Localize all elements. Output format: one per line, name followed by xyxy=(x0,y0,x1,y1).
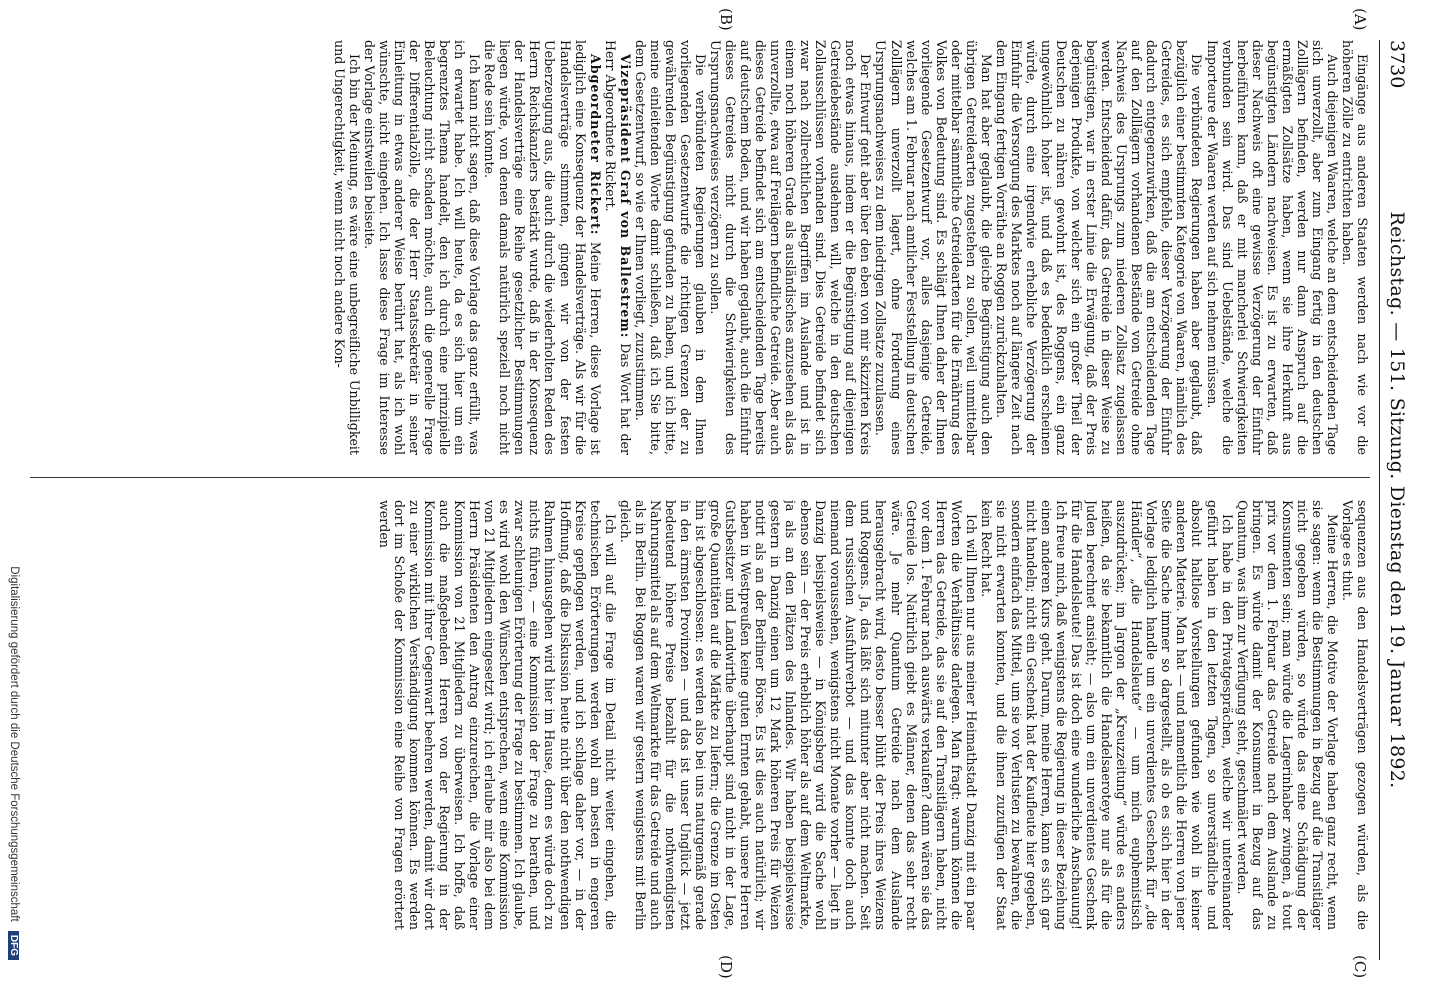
rickert-statement xyxy=(482,40,602,455)
paragraph: Ich kann nicht sagen, daß diese Vorlage das ganz erfüllt, was ich erwartet habe. Ich will heute, da es sich hier um ein begrenztes Thema handelt, den ich durch eine prinzipielle Beleuchtung nicht schaden möchte, auch die generelle Frage der Differentialzölle, die der Herr Staatssekretär in seiner Einleitung in etwas anderer Weise berührt hat, als ich wohl wünschte, nicht eingehen. Ich lasse diese Frage im Interesse der Vorlage einstweilen beiseite. xyxy=(361,40,483,455)
speaker-name: Vizepräsident Graf von Ballestrem: xyxy=(617,54,633,339)
paragraph: Eingänge aus anderen Staaten werden nach wie vor die höheren Zölle zu entrichten haben. xyxy=(1339,40,1370,455)
president-statement xyxy=(603,40,633,455)
paragraph: Meine Herren, die Motive der Vorlage haben ganz recht, wenn sie sagen: wenn die Bestimmungen in Bezug auf die Transitläger nicht gegeben würden, so würde das eine Schädigung der Konsumenten sein; man würde die Lagerinhaber zwingen, à tout prix vor dem 1. Februar das Getreide nach dem Auslande zu bringen. Es würde damit der Konsument in Bezug auf das Quantum, was ihm zur Verfügung steht, geschmälert werden. xyxy=(1234,500,1340,930)
paragraph: Ich habe in den Privatgesprächen, welche wir untereinander geführt haben in den letzten Tagen, so unverständliche und absolut haltlose Vorstellungen gefunden wie wohl in keiner anderen Materie. Man hat — und namentlich die Herren von jener Seite die Sache immer so dargestellt, als ob es sich hier in der Vorlage lediglich handle um ein unverdientes Geschenk für „die Händler“, „die Handelsleute“ — um mich euphemistisch auszudrücken; im Jargon der „Kreuzzeitung“ würde es anders heißen, da sie bekanntlich die Handelsaeroteye nur als für die Juden berechnet ansieht; — also um ein unverdientes Geschenk für die Handelsleute! Das ist doch eine wunderliche Anschauung! Ich freue mich, daß wenigstens die Regierung in dieser Beziehung einen anderen Kurs geht. Darum, meine Herren, kann es sich gar nicht handeln; nicht ein Geschenk hat der Kaufleute hier gegeben, sondern einfach das Mittel, um sie vor Verlusten zu bewahren, die sie nicht erwarten konnten, und die ihnen zuzufügen der Staat kein Recht hat. xyxy=(978,500,1235,930)
margin-mark-c: (C) xyxy=(1351,955,1369,979)
left-column xyxy=(30,40,1370,455)
paragraph: Die verbündeten Regierungen glauben in dem Ihnen vorliegenden Gesetzentwurfe die richtigen Grenzen der zu gewährenden Begünstigung gefunden zu haben, und ich bitte, meine einleitenden Worte damit schließen, daß ich Sie bitte, dem Gesetzentwurf, so wie er Ihnen vorliegt, zuzustimmen. xyxy=(632,40,708,455)
right-column xyxy=(30,500,1370,930)
statement-text: Meine Herren, diese Vorlage ist lediglich eine Konsequenz der Handelsverträge. Als wir für die Handelsverträge stimmten, gingen wir von der festen Ueberzeugung aus, die auch durch die wiederholten Reden des Herrn Reichskanzlers bestärkt wurde, daß in der Konsequenz der Handelsverträge eine Reihe gesetzlicher Bestimmungen liegen würde, von denen damals natürlich speziell noch nicht die Rede sein konnte. xyxy=(482,40,603,455)
speaker-name: Abgeordneter Rickert: xyxy=(587,54,603,236)
credit-text: Digitalisierung gefördert durch die Deutsche Forschungsgemeinschaft xyxy=(8,566,20,922)
paragraph: Auch diejenigen Waaren, welche an dem entscheidenden Tage sich unverzollt, aber zum Eingang fertig in den deutschen Zolllägern befinden, werden nur dann Anspruch auf die ermäßigten Zollsätze haben, wenn sie ihre Herkunft aus begünstigten Ländern nachweisen. Es ist zu erwarten, daß dieser Nachweis oft eine gewisse Verzögerung der Einfuhr herbeiführen kann, daß er mit mancherlei Schwierigkeiten verbunden sein wird. Das sind Uebelstände, welche die Importeure der Waaren werden auf sich nehmen müssen. xyxy=(1204,40,1340,455)
paragraph: Ich bin der Meinung, es wäre eine unbegreifliche Unbilligkeit und Ungerechtigkeit, wenn nicht noch andere Kon- xyxy=(331,40,362,455)
dfg-logo: DFG xyxy=(8,931,19,960)
column-divider xyxy=(30,477,1370,478)
paragraph: Ich will auf die Frage im Detail nicht weiter eingehen, die technischen Erörterungen werden wohl am besten in engeren Kreise gepflogen werden, und ich schlage daher vor, — in der Hoffnung, daß die Diskussion heute nicht über den nothwendigen Rahmen hinausgehen wird hier im Hause, denn es würde doch zu nichts führen, — eine Kommission der Frage zu berathen, und zwar schleunigen Erörterung der Frage zu bestimmen. Ich glaube, es wird wohl den Wünschen entsprechen, wenn eine Kommission von 21 Mitgliedern eingesetzt wird; ich erlaube mir also bei dem Herrn Präsidenten den Antrag einzureichen, die Vorlage einer Kommission von 21 Mitgliedern zu überweisen. Ich hoffe, daß auch die maßgebenden Herren von der Regierung in der Kommission mit ihrer Gegenwart beehren werden, damit wir dort zu einer wirklichen Verständigung kommen können. Es werden dort im Schoße der Kommission eine Reihe von Fragen erörtert werden xyxy=(376,500,618,930)
running-title: Reichstag. — 151. Sitzung. Dienstag den 19. Januar 1892. xyxy=(1386,211,1408,789)
page-header xyxy=(1379,40,1414,960)
digitization-credit xyxy=(8,40,20,960)
paragraph: Man hat aber geglaubt, die gleiche Begünstigung auch den übrigen Getreidearten zugestehen zu sollen, weil unmittelbar oder mittelbar sämmtliche Getreidearten für die Ernährung des Volkes von Bedeutung sind. Es schlägt Ihnen daher der Ihnen vorliegende Gesetzentwurf vor, alles dasjenige Getreide, welches am 1. Februar nach amtlicher Feststellung in deutschen Zolllägern unverzollt lagert, ohne Forderung eines Ursprungsnachweises zu dem niedrigen Zollsatze zuzulassen. xyxy=(873,40,994,455)
paragraph: Die verbündeten Regierungen haben aber geglaubt, daß bezüglich einer bestimmten Kategorie von Waaren, nämlich des Getreides, es sich empfehle, dieser Verzögerung der Einfuhr dadurch entgegenzuwirken, daß die am entscheidenden Tage auf den Zolllägern vorhandenen Bestände von Getreide ohne Nachweis des Ursprungs zum niederen Zollsatz zugelassen werden. Entscheidend dafür, das Getreide in dieser Weise zu begünstigen, war in erster Linie die Erwägung, daß der Preis derjenigen Produkte, von welcher sich ein großer Theil der Deutschen zu nähren gewohnt ist, des Roggens, ein ganz ungewöhnlich hoher ist, und daß es bedenklich erscheinen würde, durch eine irgendwie erhebliche Verzögerung der Einfuhr die Versorgung des Marktes noch auf längere Zeit nach dem Eingang fertigen Vorräthe an Roggen zurückzuhalten. xyxy=(993,40,1205,455)
margin-mark-b: (B) xyxy=(717,8,735,31)
statement-text: Das Wort hat der Herr Abgeordnete Rickert. xyxy=(602,40,633,455)
page-number: 3730 xyxy=(1386,40,1408,89)
paragraph: sequenzen aus den Handelsverträgen gezogen würden, als die Vorlage es thut. xyxy=(1339,500,1370,930)
margin-mark-d: (D) xyxy=(717,955,735,979)
paragraph: Ich will Ihnen nur aus meiner Heimathstadt Danzig mit ein paar Worten die Verhältnisse darlegen. Man fragt: warum können die Herren das Getreide, das sie auf den Transitlägern haben, nicht vor dem 1. Februar nach auswärts verkaufen? dann wären sie das Getreide los. Natürlich giebt es Männer, denen das sehr recht wäre. Je mehr Quantum Getreide nach dem Auslande herausgebracht wird, desto besser blüht der Preis ihres Weizens und Roggens. Ja, das läßt sich mitunter aber nicht machen. Seit dem russischen Ausfuhrverbot — und das konnte doch auch niemand voraussehen, wenigstens nicht Monate vorher — liegt in Danzig beispielsweise — in Königsberg wird die Sache wohl ebenso sein — der Preis erheblich höher als auf dem Weltmarkte, ja als an den Plätzen des Inlandes. Wir haben beispielsweise gestern in Danzig einen um 12 Mark höheren Preis für Weizen notirt als an der Berliner Börse. Es ist dies auch natürlich; wir haben in Westpreußen keine guten Ernten gehabt, unsere Herren Gutsbesitzer und Landwirthe überhaupt sind nicht in der Lage, große Quantitäten auf die Märkte zu liefern; die Grenze im Osten hin ist abgeschlossen: es werden also bei uns naturgemäß gerade in den ärmsten Provinzen — und das ist unser Unglück — jetzt bedeutend höhere Preise bezahlt für die nothwendigsten Nahrungsmittel als auf dem Weltmarkte für das Getreide und auch als in Berlin. Bei Roggen waren wir gestern wenigstens mit Berlin gleich. xyxy=(617,500,979,930)
margin-mark-a: (A) xyxy=(1351,8,1369,31)
paragraph: Der Entwurf geht aber über den eben von mir skizzirten Kreis noch etwas hinaus, indem er die Begünstigung auf diejenigen Getreidebestände ausdehnen will, welche in den deutschen Zollausschlüssen vorhanden sind. Dies Getreide befindet sich zwar nach zollrechtlichen Begriffen im Auslande und ist in einem noch höheren Grade als ausländisches anzusehen als das unverzollte, etwa auf Freilägern befindliche Getreide. Aber auch dieses Getreide befindet sich am entscheidenden Tage bereits auf deutschem Boden, und wir haben geglaubt, auch die Einfuhr dieses Getreides nicht durch die Schwierigkeiten des Ursprungsnachweises verzögern zu sollen. xyxy=(707,40,874,455)
